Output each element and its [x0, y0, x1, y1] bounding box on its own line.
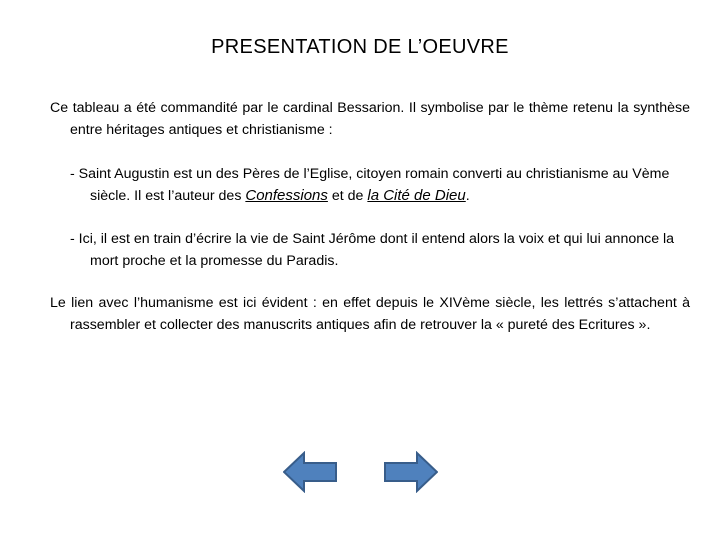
arrow-right-icon[interactable]: [384, 451, 438, 493]
ici-paragraph: - Ici, il est en train d’écrire la vie de Saint Jérôme dont il entend alors la voix et qui lui annonce la mort proche et la promesse du Paradis.: [70, 231, 675, 269]
slide-title: PRESENTATION DE L’OEUVRE: [211, 36, 509, 58]
intro-paragraph: Ce tableau a été commandité par le cardinal Bessarion. Il symbolise par le thème retenu la synthèse entre héritages antiques et christianisme :: [50, 100, 690, 138]
confessions-title: Confessions: [245, 187, 328, 204]
cite-de-dieu-title: la Cité de Dieu: [367, 187, 466, 204]
augustin-text: - Saint Augustin est un des Pères de l’Eglise, citoyen romain converti au christianisme au Vème siècle. Il est l’auteur des: [70, 166, 670, 204]
arrow-left-icon[interactable]: [283, 451, 337, 493]
augustin-paragraph: [70, 163, 700, 207]
augustin-connector: et de: [327, 188, 368, 204]
augustin-end: .: [465, 188, 470, 204]
arrow-right-shape: [385, 453, 437, 491]
humanisme-paragraph: Le lien avec l’humanisme est ici évident : en effet depuis le XIVème siècle, les lettrés s’attachent à rassembler et collecter des manuscrits antiques afin de retrouver la « pureté des Ecritures ».: [50, 295, 690, 333]
arrow-left-shape: [284, 453, 336, 491]
